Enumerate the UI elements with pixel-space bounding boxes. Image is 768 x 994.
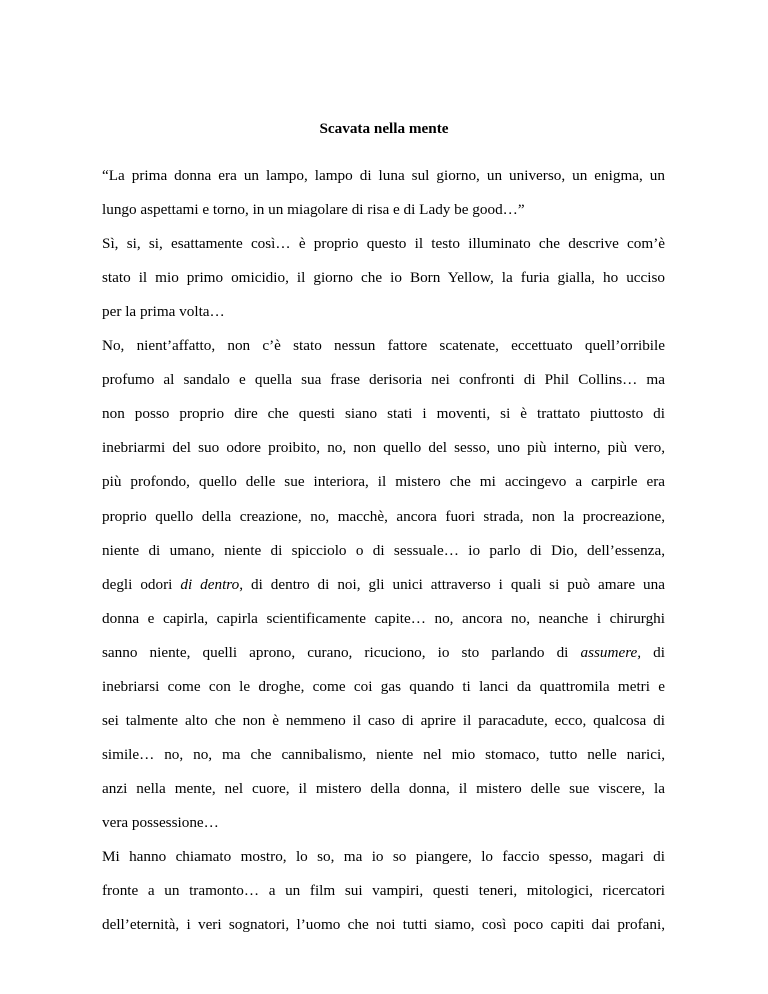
text-line: “La prima donna era un lampo, lampo di luna sul giorno, un universo, un enigma, un <box>102 167 665 184</box>
text-line: donna e capirla, capirla scientificamente capite… no, ancora no, neanche i chirurghi <box>102 609 665 627</box>
text-line: inebriarmi del suo odore proibito, no, non quello del sesso, uno più interno, più vero, <box>102 439 665 457</box>
text-line: Mi hanno chiamato mostro, lo so, ma io so piangere, lo faccio spesso, magari di <box>102 848 665 865</box>
italic-segment: di dentro <box>180 575 240 593</box>
text-line: per la prima volta… <box>102 303 225 321</box>
text-line: anzi nella mente, nel cuore, il mistero della donna, il mistero delle sue viscere, la <box>102 779 665 797</box>
text-line: profumo al sandalo e quella sua frase derisoria nei confronti di Phil Collins… ma <box>102 371 665 389</box>
document-title: Scavata nella mente <box>319 120 449 137</box>
text-line: proprio quello della creazione, no, macchè, ancora fuori strada, non la procreazione, <box>102 507 665 525</box>
text-segment: di <box>641 643 665 661</box>
text-line: lungo aspettami e torno, in un miagolare di risa e di Lady be good…” <box>102 201 525 219</box>
text-line: non posso proprio dire che questi siano stati i moventi, si è trattato piuttosto di <box>102 405 665 423</box>
text-line: dell’eternità, i veri sognatori, l’uomo che noi tutti siamo, così poco capiti dai profani, <box>102 916 665 934</box>
text-line: inebriarsi come con le droghe, come coi gas quando ti lanci da quattromila metri e <box>102 677 665 695</box>
text-segment: , di dentro di noi, gli unici attraverso i quali si può amare una <box>239 575 665 593</box>
text-line <box>102 643 665 663</box>
text-line: niente di umano, niente di spicciolo o di sessuale… io parlo di Dio, dell’essenza, <box>102 541 665 559</box>
text-line: No, nient’affatto, non c’è stato nessun fattore scatenate, eccettuato quell’orribile <box>102 337 665 355</box>
italic-segment: assumere, <box>580 643 642 661</box>
text-segment: sanno niente, quelli aprono, curano, ricuciono, io sto parlando di <box>102 643 581 661</box>
text-line: fronte a un tramonto… a un film sui vampiri, questi teneri, mitologici, ricercatori <box>102 882 665 900</box>
text-line: sei talmente alto che non è nemmeno il caso di aprire il paracadute, ecco, qualcosa di <box>102 711 665 729</box>
text-line: stato il mio primo omicidio, il giorno che io Born Yellow, la furia gialla, ho ucciso <box>102 269 665 287</box>
text-line <box>102 575 665 595</box>
text-line: più profondo, quello delle sue interiora, il mistero che mi accingevo a carpirle era <box>102 473 665 491</box>
text-line: vera possessione… <box>102 813 219 831</box>
text-line: Sì, si, si, esattamente così… è proprio questo il testo illuminato che descrive com’è <box>102 235 665 253</box>
text-line: simile… no, no, ma che cannibalismo, niente nel mio stomaco, tutto nelle narici, <box>102 745 665 763</box>
text-segment: degli odori <box>102 575 181 593</box>
